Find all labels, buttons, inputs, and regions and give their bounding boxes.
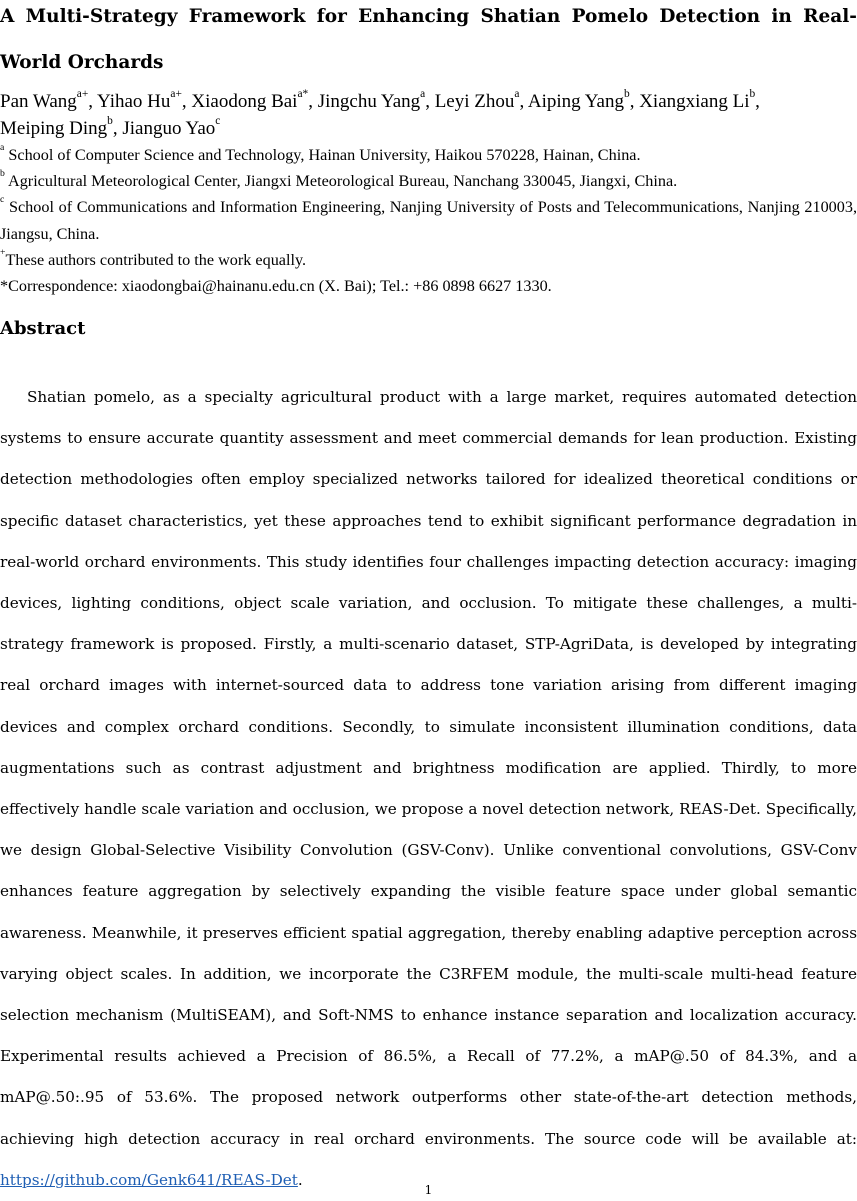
affiliation-mark: a	[0, 142, 5, 153]
abstract-end: .	[297, 1170, 303, 1189]
note-mark: +	[0, 247, 6, 258]
author	[0, 88, 89, 112]
author	[434, 88, 520, 112]
equal-contribution-note	[0, 247, 857, 274]
author-name: Leyi Zhou	[434, 91, 515, 112]
paper-title: A Multi-Strategy Framework for Enhancing Shatian Pomelo Detection in Real-World Orchards	[0, 6, 857, 73]
author-affiliation-mark: a	[514, 88, 520, 100]
author-list: Pan Wang$^{a+}$, Yihao $Hu^{a+}$, Xiaodong Bai$^{a*}$, Jingchu Yang$^a$, Leyi Zhou$^a$, Aiping Yang$^b$, Xiangxiang Li$^b$, Meiping Ding$^b$, Jianguo Yao$^c$	[0, 88, 760, 139]
author-name: Xiaodong Bai	[191, 91, 298, 112]
author	[0, 115, 113, 139]
affiliation-text: School of Computer Science and Technology, Hainan University, Haikou 570228, Hainan, China.	[8, 146, 641, 164]
abstract-body	[0, 377, 857, 1201]
affiliation-mark: b	[0, 168, 5, 179]
abstract-heading: Abstract	[0, 318, 86, 339]
correspondence-note: *Correspondence: xiaodongbai@hainanu.edu.cn (X. Bai); Tel.: +86 0898 6627 1330.	[0, 277, 552, 295]
author-affiliation-mark: a*	[297, 88, 309, 100]
author-affiliation-mark: c	[215, 115, 221, 127]
author-affiliation-mark: b	[623, 88, 630, 100]
affiliation-mark: c	[0, 194, 5, 205]
author-name: Jingchu Yang	[317, 91, 421, 112]
author-name: Xiangxiang Li	[639, 91, 750, 112]
author	[97, 88, 182, 112]
author-affiliation-mark: a+	[76, 88, 89, 100]
author-name: Jianguo Yao	[122, 118, 216, 139]
author	[317, 88, 426, 112]
affiliation-c	[0, 194, 857, 248]
affiliation-text: Agricultural Meteorological Center, Jiangxi Meteorological Bureau, Nanchang 330045, Jiangxi, China.	[8, 172, 678, 190]
author	[122, 115, 221, 139]
author-affiliation-mark: a	[420, 88, 426, 100]
author-name: Pan Wang	[0, 91, 77, 112]
author-name: Aiping Yang	[527, 91, 624, 112]
affiliation-b	[0, 168, 857, 195]
author	[639, 88, 756, 112]
author-name: Meiping Ding	[0, 118, 108, 139]
author-affiliation-mark: b	[749, 88, 756, 100]
author-name: Yihao Hu	[97, 91, 171, 112]
author-affiliation-mark: b	[107, 115, 113, 127]
source-code-link[interactable]: https://github.com/Genk641/REAS-Det	[0, 1170, 298, 1189]
author	[527, 88, 630, 112]
affiliation-a	[0, 142, 857, 169]
abstract-text: Shatian pomelo, as a specialty agricultural product with a large market, requires automated detection systems to ensure accurate quantity assessment and meet commercial demands for lean production. Existing detection methodologies often employ specialized networks tailored for idealized theoretical conditions or specific dataset characteristics, yet these approaches tend to exhibit significant performance degradation in real-world orchard environments. This study identifies four challenges impacting detection accuracy: imaging devices, lighting conditions, object scale variation, and occlusion. To mitigate these challenges, a multi-strategy framework is proposed. Firstly, a multi-scenario dataset, STP-AgriData, is developed by integrating real orchard images with internet-sourced data to address tone variation arising from different imaging devices and complex orchard conditions. Secondly, to simulate inconsistent illumination conditions, data augmentations such as contrast adjustment and brightness modification are applied. Thirdly, to more effectively handle scale variation and occlusion, we propose a novel detection network, REAS-Det. Specifically, we design Global-Selective Visibility Convolution (GSV-Conv). Unlike conventional convolutions, GSV-Conv enhances feature aggregation by selectively expanding the visible feature space under global semantic awareness. Meanwhile, it preserves efficient spatial aggregation, thereby enabling adaptive perception across varying object scales. In addition, we incorporate the C3RFEM module, the multi-scale multi-head feature selection mechanism (MultiSEAM), and Soft-NMS to enhance instance separation and localization accuracy. Experimental results achieved a Precision of 86.5%, a Recall of 77.2%, a mAP@.50 of 84.3%, and a mAP@.50:.95 of 53.6%. The proposed network outperforms other state-of-the-art detection methods, achieving high detection accuracy in real orchard environments. The source code will be available at:	[0, 388, 857, 1148]
affiliation-text: School of Communications and Information Engineering, Nanjing University of Posts and Telecommunications, Nanjing 210003, Jiangsu, China.	[0, 198, 857, 243]
author	[191, 88, 309, 112]
note-text: These authors contributed to the work equally.	[5, 251, 307, 269]
page-number: 1	[424, 1183, 433, 1197]
author-affiliation-mark: a+	[170, 88, 182, 100]
